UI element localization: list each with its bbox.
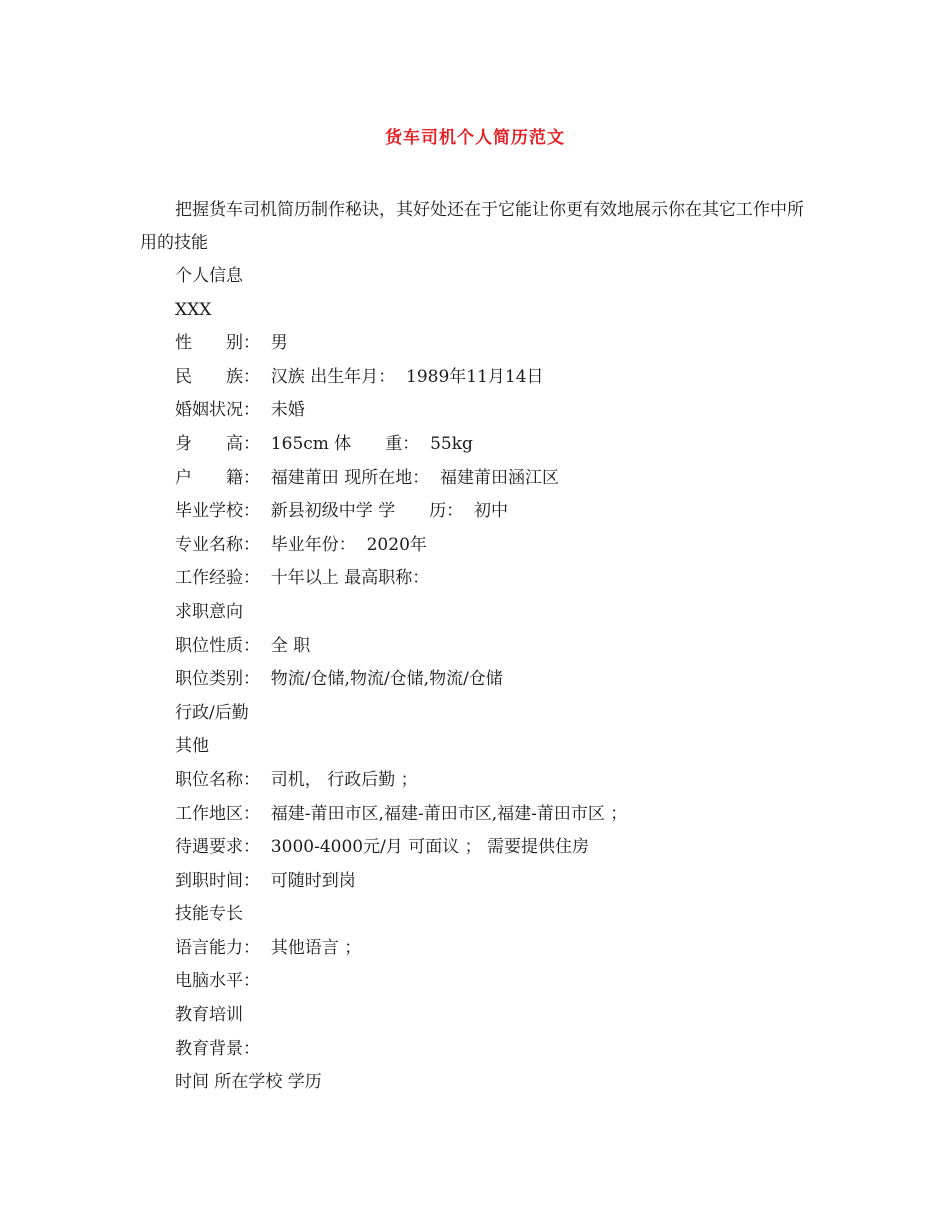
- resume-line: 电脑水平：: [175, 971, 260, 992]
- resume-lines: [175, 260, 855, 1100]
- resume-line: 工作地区： 福建-莆田市区,福建-莆田市区,福建-莆田市区 ；: [175, 803, 628, 824]
- section-heading-personal-info: 个人信息: [175, 266, 243, 286]
- document-title: 货车司机个人简历范文: [385, 128, 565, 148]
- section-heading-skills: 技能专长: [175, 904, 243, 925]
- resume-line: 毕业学校： 新县初级中学 学 历： 初中: [175, 501, 509, 522]
- resume-line: 民 族： 汉族 出生年月： 1989年11月14日: [175, 366, 544, 387]
- resume-line: 专业名称： 毕业年份： 2020年: [175, 534, 427, 555]
- resume-line: 婚姻状况： 未婚: [175, 400, 305, 421]
- resume-line: 职位性质： 全 职: [175, 635, 311, 656]
- resume-line: 职位类别： 物流/仓储,物流/仓储,物流/仓储: [175, 669, 503, 690]
- resume-line: 语言能力： 其他语言 ；: [175, 937, 362, 958]
- resume-line: 行政/后勤: [175, 702, 249, 723]
- resume-line: 时间 所在学校 学历: [175, 1072, 322, 1093]
- resume-line: 其他: [175, 736, 209, 757]
- resume-line: 户 籍： 福建莆田 现所在地： 福建莆田涵江区: [175, 467, 560, 488]
- resume-line: 到职时间： 可随时到岗: [175, 870, 356, 891]
- resume-line: 待遇要求： 3000-4000元/月 可面议 ； 需要提供住房: [175, 837, 590, 858]
- resume-line: 身 高： 165cm 体 重： 55kg: [175, 433, 473, 454]
- resume-line: 职位名称： 司机， 行政后勤 ；: [175, 769, 418, 790]
- section-heading-job-intention: 求职意向: [175, 601, 243, 622]
- section-heading-education: 教育培训: [175, 1005, 243, 1026]
- intro-paragraph: 把握货车司机简历制作秘诀，其好处还在于它能让你更有效地展示你在其它工作中所用的技能: [140, 200, 804, 253]
- resume-line: 工作经验： 十年以上 最高职称：: [175, 568, 430, 589]
- resume-line: 性 别： 男: [175, 333, 288, 354]
- resume-line: XXX: [175, 299, 212, 320]
- resume-line: 教育背景：: [175, 1038, 260, 1059]
